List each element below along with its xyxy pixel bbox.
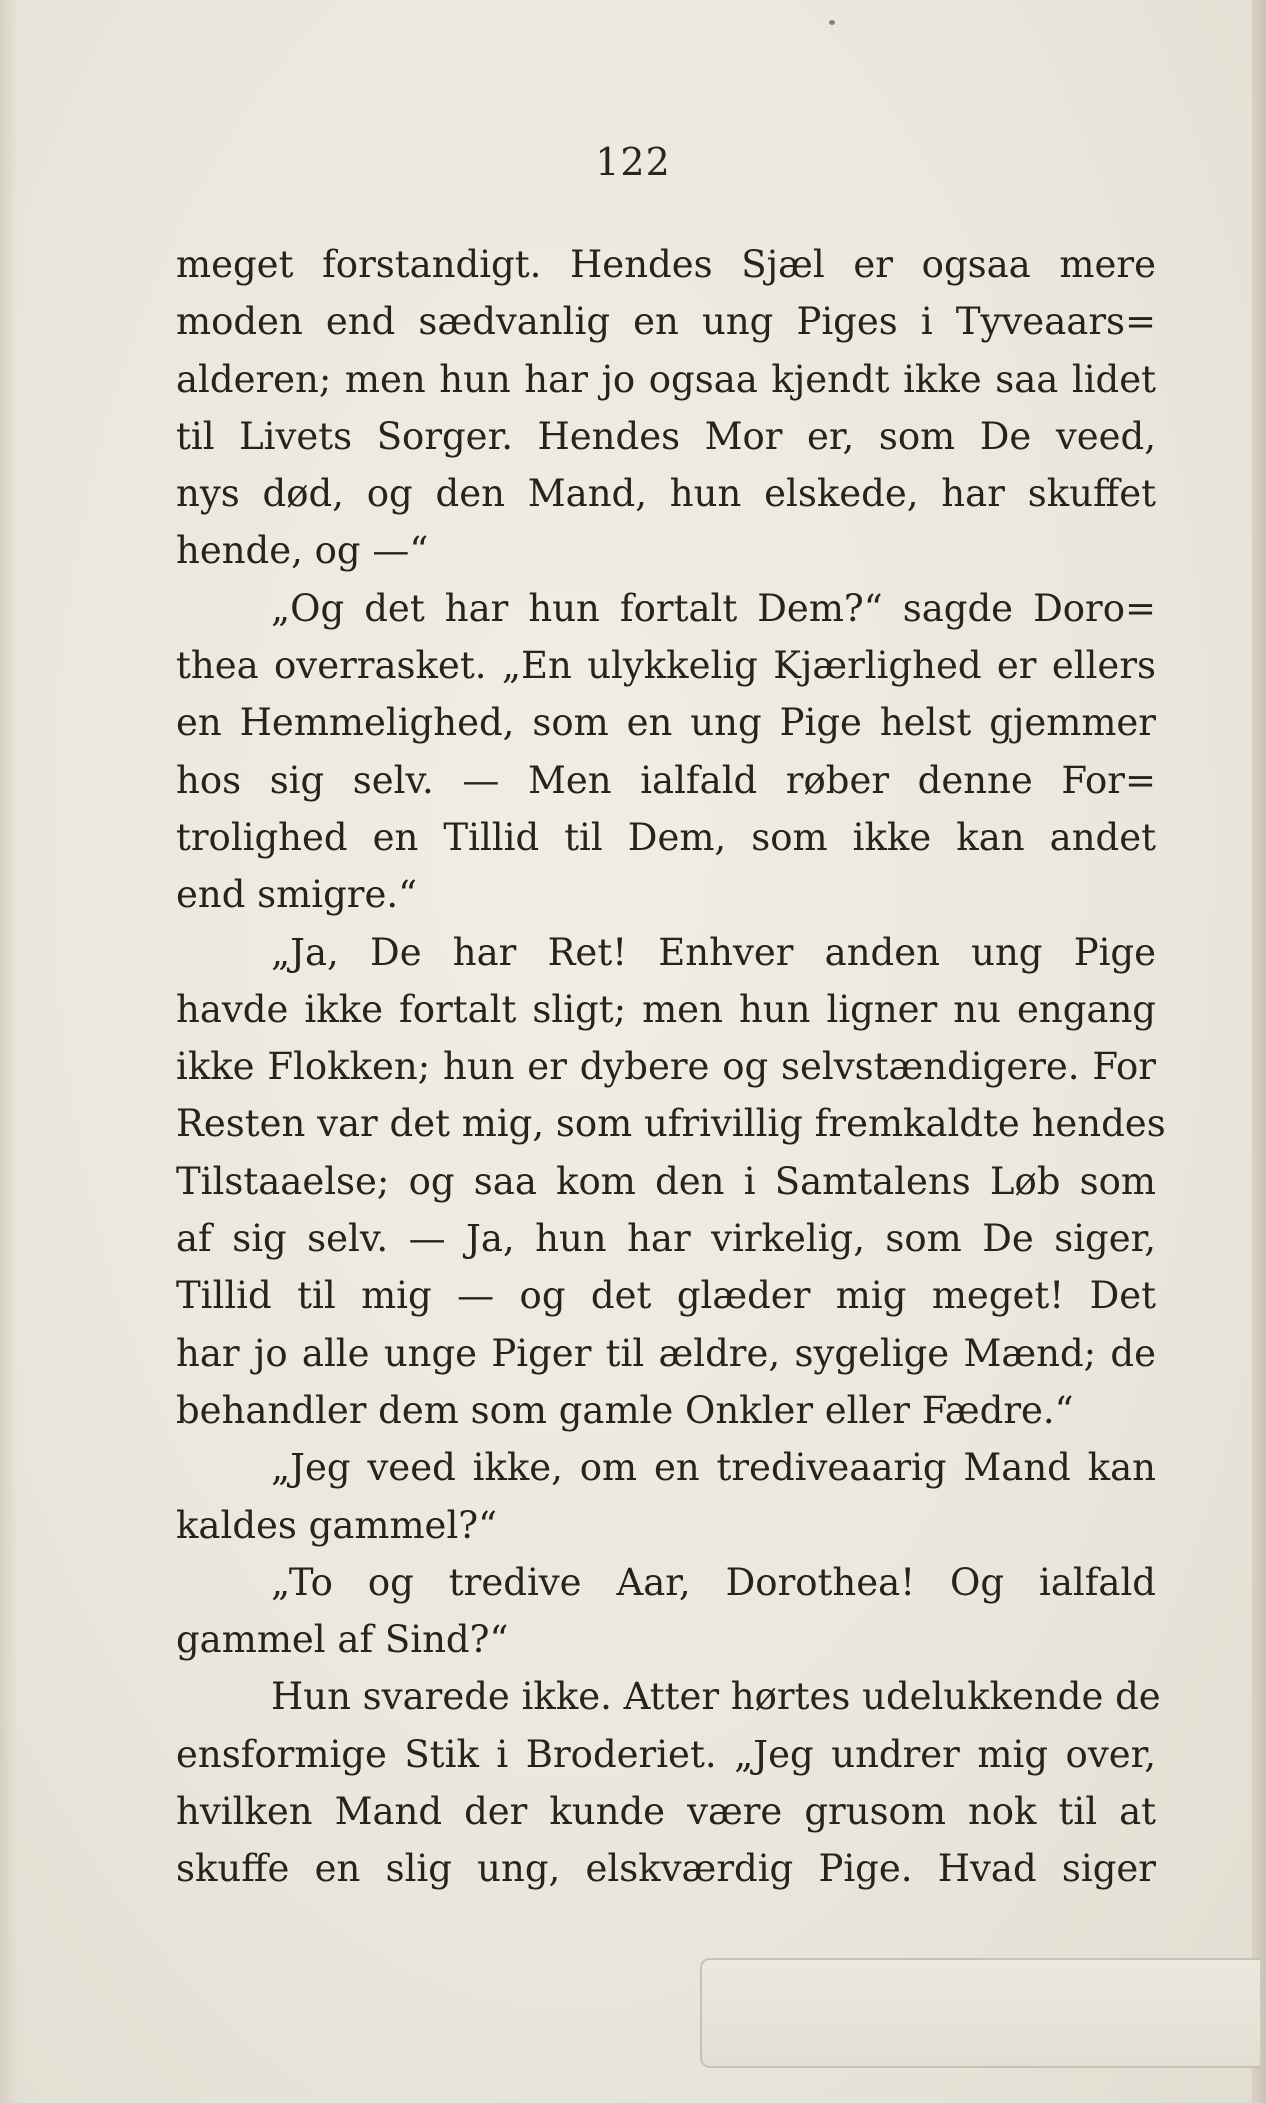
text-line: „Og det har hun fortalt Dem?“ sagde Doro=: [271, 586, 1156, 630]
text-line: Tillid til mig — og det glæder mig meget! Det: [176, 1274, 1156, 1318]
text-line: hvilken Mand der kunde være grusom nok til at: [176, 1790, 1156, 1834]
page-number: 122: [595, 140, 671, 184]
library-label: [700, 1958, 1260, 2068]
text-line: nys død, og den Mand, hun elskede, har skuffet: [176, 472, 1156, 516]
text-line: ikke Flokken; hun er dybere og selvstændigere. For: [176, 1045, 1156, 1089]
text-line: skuffe en slig ung, elskværdig Pige. Hvad siger: [176, 1847, 1156, 1891]
text-line: havde ikke fortalt sligt; men hun ligner nu engang: [176, 987, 1156, 1031]
text-line: hos sig selv. — Men ialfald røber denne For=: [176, 758, 1156, 802]
text-line: af sig selv. — Ja, hun har virkelig, som De siger,: [176, 1217, 1156, 1261]
text-line: Hun svarede ikke. Atter hørtes udelukkende de: [271, 1675, 1161, 1719]
text-line: Resten var det mig, som ufrivillig fremkaldte hendes: [176, 1102, 1166, 1146]
text-line: moden end sædvanlig en ung Piges i Tyveaars=: [176, 300, 1156, 344]
text-line: gammel af Sind?“: [176, 1618, 509, 1662]
text-line: behandler dem som gamle Onkler eller Fædre.“: [176, 1388, 1074, 1432]
text-line: til Livets Sorger. Hendes Mor er, som De veed,: [176, 414, 1156, 458]
text-line: har jo alle unge Piger til ældre, sygelige Mænd; de: [176, 1331, 1156, 1375]
text-line: „Jeg veed ikke, om en trediveaarig Mand kan: [271, 1446, 1156, 1490]
text-line: Tilstaaelse; og saa kom den i Samtalens Løb som: [176, 1159, 1156, 1203]
text-line: hende, og —“: [176, 529, 429, 573]
spine-shadow: [0, 0, 18, 2103]
text-line: „Ja, De har Ret! Enhver anden ung Pige: [271, 930, 1156, 974]
text-line: „To og tredive Aar, Dorothea! Og ialfald: [271, 1560, 1156, 1604]
paper-speck: [829, 20, 835, 25]
text-line: ensformige Stik i Broderiet. „Jeg undrer mig over,: [176, 1732, 1156, 1776]
text-line: kaldes gammel?“: [176, 1503, 498, 1547]
page-edge: [1252, 0, 1266, 2103]
body-text: [176, 236, 1166, 1898]
text-line: alderen; men hun har jo ogsaa kjendt ikke saa lidet: [176, 357, 1156, 401]
text-line: thea overrasket. „En ulykkelig Kjærlighed er ellers: [176, 644, 1156, 688]
text-line: meget forstandigt. Hendes Sjæl er ogsaa mere: [176, 243, 1156, 286]
text-line: trolighed en Tillid til Dem, som ikke kan andet: [176, 815, 1156, 859]
text-line: end smigre.“: [176, 873, 418, 917]
text-line: en Hemmelighed, som en ung Pige helst gjemmer: [176, 701, 1156, 745]
